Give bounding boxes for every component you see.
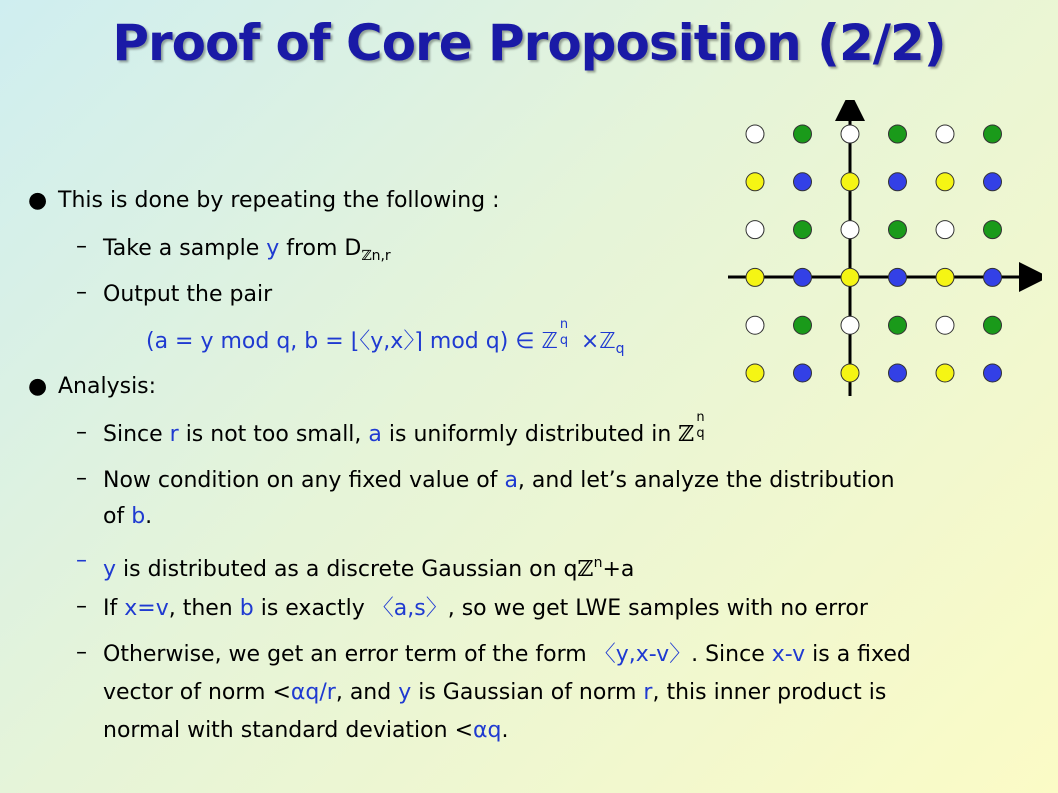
dash: – bbox=[76, 594, 87, 619]
sub-bullet-output: Output the pair bbox=[103, 282, 273, 307]
lattice-point bbox=[794, 268, 812, 286]
lattice-point bbox=[889, 125, 907, 143]
lattice-point bbox=[841, 316, 859, 334]
bullet-1-text: This is done by repeating the following : bbox=[58, 188, 500, 213]
bullet-dot: ● bbox=[28, 188, 48, 213]
dash: – bbox=[76, 640, 87, 665]
dash: – bbox=[76, 280, 87, 305]
lattice-point bbox=[746, 221, 764, 239]
lattice-point bbox=[889, 364, 907, 382]
lattice-point bbox=[794, 364, 812, 382]
lattice-point bbox=[794, 221, 812, 239]
analysis-uniform: Since r is not too small, a is uniformly distributed in ℤ n q bbox=[103, 410, 705, 447]
lattice-point bbox=[936, 364, 954, 382]
lattice-point bbox=[841, 173, 859, 191]
lattice-point bbox=[936, 173, 954, 191]
dash: – bbox=[76, 466, 87, 491]
lattice-point bbox=[841, 221, 859, 239]
dash: – bbox=[76, 548, 87, 573]
sub-bullet-sample: Take a sample y from $D_{ℤn,r}$ bbox=[103, 236, 391, 264]
lattice-point bbox=[841, 125, 859, 143]
bullet-2-text: Analysis: bbox=[58, 374, 157, 399]
lattice-point bbox=[889, 316, 907, 334]
lattice-point bbox=[746, 316, 764, 334]
lattice-point bbox=[936, 221, 954, 239]
lattice-point bbox=[984, 364, 1002, 382]
analysis-gaussian: y is distributed as a discrete Gaussian on qℤ$^n$+a bbox=[103, 555, 635, 582]
lattice-point bbox=[889, 173, 907, 191]
bullet-dot: ● bbox=[28, 374, 48, 399]
lattice-point bbox=[936, 268, 954, 286]
slide-title: Proof of Core Proposition (2/2) bbox=[112, 14, 946, 72]
lattice-point bbox=[936, 125, 954, 143]
analysis-condition-line2: of b. bbox=[103, 504, 153, 529]
analysis-error-line2: vector of norm <αq/r, and y is Gaussian of norm r, this inner product is bbox=[103, 680, 887, 705]
lattice-point bbox=[841, 268, 859, 286]
lattice-point bbox=[984, 268, 1002, 286]
lattice-point bbox=[746, 173, 764, 191]
lattice-point bbox=[794, 125, 812, 143]
lattice-point bbox=[746, 364, 764, 382]
lattice-point bbox=[984, 316, 1002, 334]
lattice-point bbox=[794, 173, 812, 191]
analysis-error-line1: Otherwise, we get an error term of the form 〈y,x-v〉. Since x-v is a fixed bbox=[103, 642, 911, 667]
lattice-point bbox=[841, 364, 859, 382]
analysis-condition-line1: Now condition on any fixed value of a, and let’s analyze the distribution bbox=[103, 468, 895, 493]
lattice-point bbox=[984, 221, 1002, 239]
dash: – bbox=[76, 420, 87, 445]
lattice-point bbox=[746, 125, 764, 143]
pair-formula: (a = y mod q, b = ⌊〈y,x〉⌉ mod q) ∈ ℤ n q ×ℤ$_q$ bbox=[146, 317, 625, 357]
lattice-point bbox=[794, 316, 812, 334]
lattice-point bbox=[746, 268, 764, 286]
dash: – bbox=[76, 234, 87, 259]
lattice-diagram bbox=[722, 100, 1042, 400]
lattice-point bbox=[889, 268, 907, 286]
analysis-no-error: If x=v, then b is exactly 〈a,s〉, so we get LWE samples with no error bbox=[103, 596, 868, 621]
lattice-point bbox=[984, 173, 1002, 191]
lattice-point bbox=[889, 221, 907, 239]
lattice-point bbox=[984, 125, 1002, 143]
analysis-error-line3: normal with standard deviation <αq. bbox=[103, 718, 509, 743]
lattice-point bbox=[936, 316, 954, 334]
